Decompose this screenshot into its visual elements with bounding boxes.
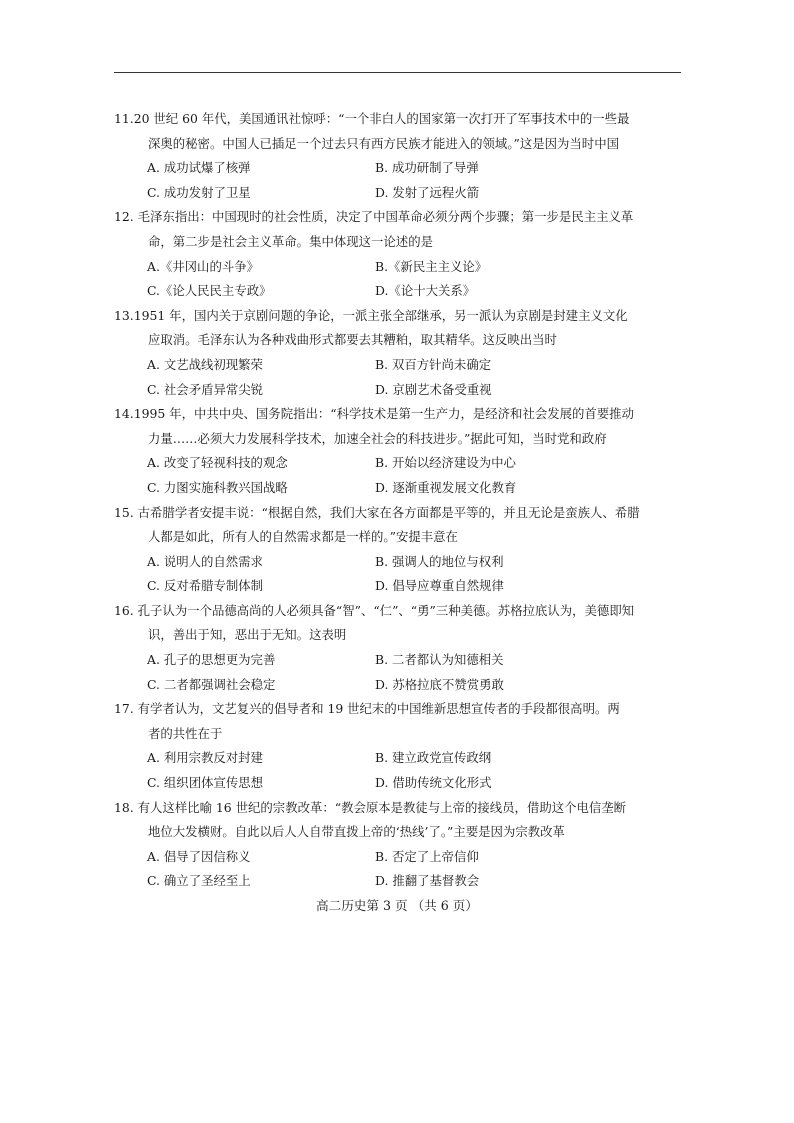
stem-line-1: 12. 毛泽东指出：中国现时的社会性质，决定了中国革命必须分两个步骤；第一步是民主主义革 (114, 209, 634, 225)
stem-line-1: 17. 有学者认为，文艺复兴的倡导者和 19 世纪末的中国维新思想宣传者的手段都很高明。两 (114, 701, 620, 717)
stem-line-1: 13.1951 年，国内关于京剧问题的争论，一派主张全部继承，另一派认为京剧是封建主义文化 (114, 307, 628, 323)
option-b: B. 二者都认为知德相关 (375, 652, 504, 668)
option-a: A. 倡导了因信称义 (147, 848, 251, 864)
question-stem (114, 402, 684, 451)
question-stem (114, 796, 684, 845)
question-14 (114, 402, 684, 500)
question-stem (114, 107, 684, 156)
stem-line-2: 者的共性在于 (148, 725, 223, 741)
question-stem (114, 501, 684, 550)
option-b: B. 建立政党宣传政纲 (375, 750, 492, 766)
stem-line-2: 应取消。毛泽东认为各种戏曲形式都要去其糟粕，取其精华。这反映出当时 (148, 332, 557, 348)
stem-line-1: 14.1995 年，中共中央、国务院指出：“科学技术是第一生产力，是经济和社会发展的首要推动 (114, 406, 634, 422)
options (147, 550, 684, 599)
question-11 (114, 107, 684, 205)
stem-line-2: 力量……必须大力发展科学技术，加速全社会的科技进步。”据此可知，当时党和政府 (148, 430, 607, 446)
options (147, 648, 684, 697)
page-footer: 高二历史第 3 页 （共 6 页） (316, 898, 478, 913)
stem-line-2: 深奥的秘密。中国人已插足一个过去只有西方民族才能进入的领域。”这是因为当时中国 (148, 135, 619, 151)
option-b: B. 强调人的地位与权利 (375, 553, 504, 569)
options (147, 156, 684, 205)
stem-line-1: 11.20 世纪 60 年代，美国通讯社惊呼：“一个非白人的国家第一次打开了军事技术中的一些最 (114, 111, 630, 126)
option-c: C. 二者都强调社会稳定 (147, 676, 276, 692)
question-15 (114, 501, 684, 599)
question-stem (114, 205, 684, 254)
option-b: B. 双百方针尚未确定 (375, 356, 492, 372)
option-c: C. 力图实施科教兴国战略 (147, 479, 288, 495)
stem-line-2: 识，善出于知，恶出于无知。这表明 (148, 627, 347, 643)
option-c: C.《论人民民主专政》 (147, 283, 272, 299)
options (147, 746, 684, 795)
question-16 (114, 599, 684, 697)
option-b: B. 成功研制了导弹 (375, 160, 479, 176)
header-rule (114, 72, 681, 73)
options (147, 353, 684, 402)
question-stem (114, 304, 684, 353)
stem-line-1: 16. 孔子认为一个品德高尚的人必须具备“智”、“仁”、“勇”三种美德。苏格拉底认为，美德即知 (114, 602, 635, 618)
option-a: A. 成功试爆了核弹 (147, 160, 251, 176)
stem-line-1: 18. 有人这样比喻 16 世纪的宗教改革：“教会原本是教徒与上帝的接线员，借助这个电信垄断 (114, 799, 627, 815)
option-d: D. 倡导应尊重自然规律 (375, 578, 504, 594)
option-d: D. 逐渐重视发展文化教育 (375, 479, 517, 495)
option-c: C. 反对希腊专制体制 (147, 578, 264, 594)
option-a: A.《井冈山的斗争》 (147, 258, 260, 274)
option-c: C. 社会矛盾异常尖锐 (147, 381, 264, 397)
question-stem (114, 599, 684, 648)
options (147, 451, 684, 500)
option-b: B. 开始以经济建设为中心 (375, 455, 516, 471)
question-stem (114, 697, 684, 746)
question-list (114, 107, 684, 894)
stem-line-2: 地位大发横财。自此以后人人自带直拨上帝的‘热线’了。”主要是因为宗教改革 (148, 824, 565, 840)
stem-line-2: 人都是如此，所有人的自然需求都是一样的。”安提丰意在 (148, 529, 458, 545)
option-a: A. 改变了轻视科技的观念 (147, 455, 288, 471)
option-c: C. 组织团体宣传思想 (147, 775, 264, 791)
option-d: D.《论十大关系》 (375, 283, 476, 299)
option-c: C. 成功发射了卫星 (147, 184, 251, 200)
options (147, 255, 684, 304)
option-a: A. 说明人的自然需求 (147, 553, 263, 569)
option-c: C. 确立了圣经至上 (147, 873, 251, 889)
stem-line-2: 命，第二步是社会主义革命。集中体现这一论述的是 (148, 233, 433, 249)
question-12 (114, 205, 684, 303)
option-d: D. 发射了远程火箭 (375, 184, 480, 200)
option-d: D. 京剧艺术备受重视 (375, 381, 492, 397)
option-a: A. 孔子的思想更为完善 (147, 652, 276, 668)
option-a: A. 文艺战线初现繁荣 (147, 356, 263, 372)
question-17 (114, 697, 684, 795)
option-a: A. 利用宗教反对封建 (147, 750, 263, 766)
options (147, 845, 684, 894)
stem-line-1: 15. 古希腊学者安提丰说：“根据自然，我们大家在各方面都是平等的，并且无论是蛮族人、希腊 (114, 504, 640, 520)
option-d: D. 推翻了基督教会 (375, 873, 480, 889)
option-d: D. 苏格拉底不赞赏勇敢 (375, 676, 504, 692)
option-b: B. 否定了上帝信仰 (375, 848, 479, 864)
option-d: D. 借助传统文化形式 (375, 775, 492, 791)
option-b: B.《新民主主义论》 (375, 258, 488, 274)
question-18 (114, 796, 684, 894)
question-13 (114, 304, 684, 402)
